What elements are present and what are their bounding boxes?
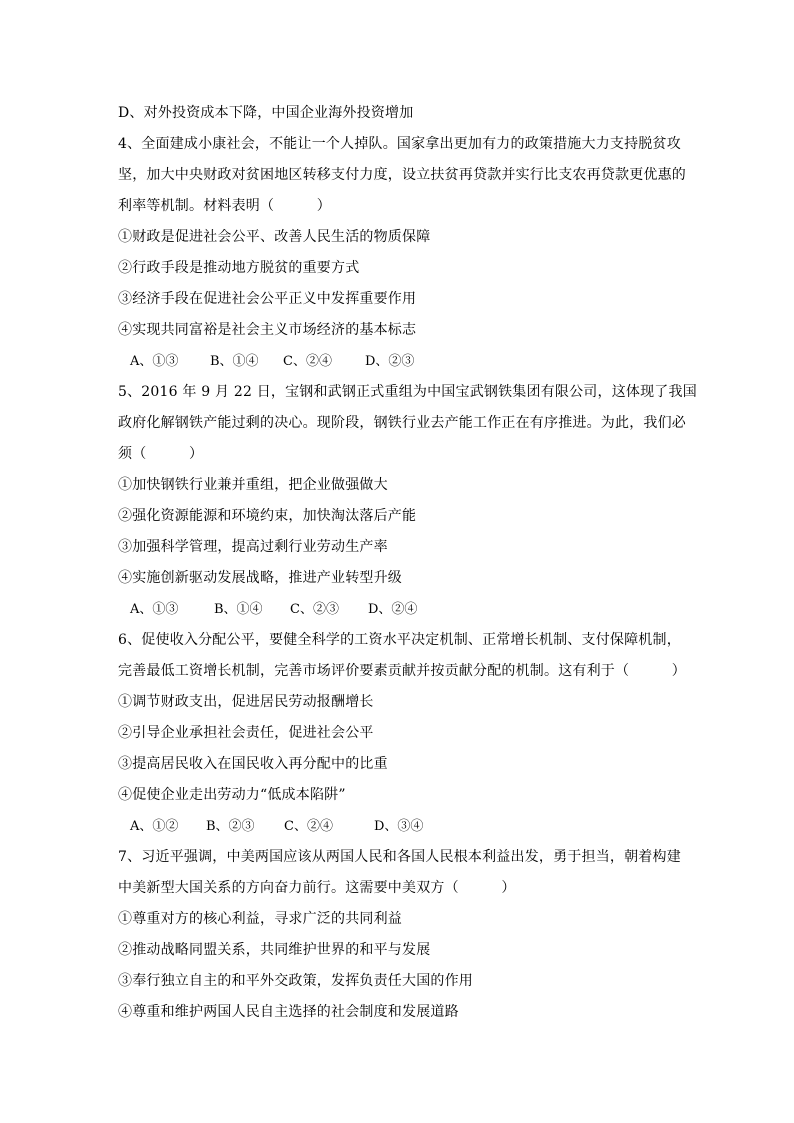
question-6-item-2: ②引导企业承担社会责任，促进社会公平 [118, 725, 374, 741]
question-5 [118, 377, 697, 625]
question-6-options [118, 811, 688, 842]
question-4-item-2: ②行政手段是推动地方脱贫的重要方式 [118, 260, 360, 276]
question-5-options [118, 594, 688, 625]
question-4-option-b: B、①④ [210, 354, 259, 369]
question-4-item-3: ③经济手段在促进社会公平正义中发挥重要作用 [118, 291, 417, 307]
question-4 [118, 129, 688, 377]
question-7-stem-line-1: 7、习近平强调，中美两国应该从两国人民和各国人民根本利益出发，勇于担当，朝着构建 [118, 849, 681, 865]
question-6-option-d: D、③④ [374, 819, 424, 834]
question-7-stem-line-2: 中美新型大国关系的方向奋力前行。这需要中美双方（ ） [118, 880, 516, 896]
question-6-option-a: A、①② [130, 819, 179, 834]
question-6-item-1: ①调节财政支出，促进居民劳动报酬增长 [118, 694, 374, 710]
question-6-option-c: C、②④ [284, 819, 333, 834]
question-7 [118, 842, 688, 1028]
question-5-stem-line-1: 5、2016 年 9 月 22 日，宝钢和武钢正式重组为中国宝武钢铁集团有限公司，这体现了我国 [118, 384, 697, 400]
question-6-option-b: B、②③ [206, 819, 255, 834]
question-6-stem-line-1: 6、促使收入分配公平，要健全科学的工资水平决定机制、正常增长机制、支付保障机制， [118, 632, 681, 648]
question-7-item-4: ④尊重和维护两国人民自主选择的社会制度和发展道路 [118, 1004, 459, 1020]
question-6-item-4: ④促使企业走出劳动力“低成本陷阱” [118, 787, 346, 803]
question-6 [118, 625, 688, 842]
question-4-option-a: A、①③ [130, 354, 179, 369]
question-4-stem-line-2: 坚，加大中央财政对贫困地区转移支付力度，设立扶贫再贷款并实行比支农再贷款更优惠的 [118, 167, 686, 183]
question-4-stem-line-1: 4、全面建成小康社会，不能让一个人掉队。国家拿出更加有力的政策措施大力支持脱贫攻 [118, 136, 681, 152]
question-7-item-3: ③奉行独立自主的和平外交政策，发挥负责任大国的作用 [118, 973, 473, 989]
question-5-stem-line-3: 须（ ） [118, 446, 204, 462]
previous-question-option-d: D、对外投资成本下降，中国企业海外投资增加 [118, 105, 414, 121]
question-5-option-c: C、②③ [290, 602, 339, 617]
question-5-item-3: ③加强科学管理，提高过剩行业劳动生产率 [118, 539, 388, 555]
question-5-item-2: ②强化资源能源和环境约束，加快淘汰落后产能 [118, 508, 417, 524]
question-5-option-d: D、②④ [368, 602, 418, 617]
question-5-option-b: B、①④ [214, 602, 263, 617]
question-7-item-2: ②推动战略同盟关系，共同维护世界的和平与发展 [118, 942, 431, 958]
question-5-item-1: ①加快钢铁行业兼并重组，把企业做强做大 [118, 477, 388, 493]
question-5-option-a: A、①③ [130, 602, 179, 617]
question-4-item-1: ①财政是促进社会公平、改善人民生活的物质保障 [118, 229, 431, 245]
question-4-option-d: D、②③ [365, 354, 415, 369]
question-5-item-4: ④实施创新驱动发展战略，推进产业转型升级 [118, 570, 402, 586]
question-7-item-1: ①尊重对方的核心利益，寻求广泛的共同利益 [118, 911, 402, 927]
question-4-options [118, 346, 688, 377]
question-6-stem-line-2: 完善最低工资增长机制，完善市场评价要素贡献并按贡献分配的机制。这有利于（ ） [118, 663, 686, 679]
exam-page [118, 98, 697, 1028]
question-4-option-c: C、②④ [283, 354, 332, 369]
question-4-stem-line-3: 利率等机制。材料表明（ ） [118, 198, 331, 214]
question-5-stem-line-2: 政府化解钢铁产能过剩的决心。现阶段，钢铁行业去产能工作正在有序推进。为此，我们必 [118, 415, 686, 431]
question-6-item-3: ③提高居民收入在国民收入再分配中的比重 [118, 756, 388, 772]
question-4-item-4: ④实现共同富裕是社会主义市场经济的基本标志 [118, 322, 417, 338]
